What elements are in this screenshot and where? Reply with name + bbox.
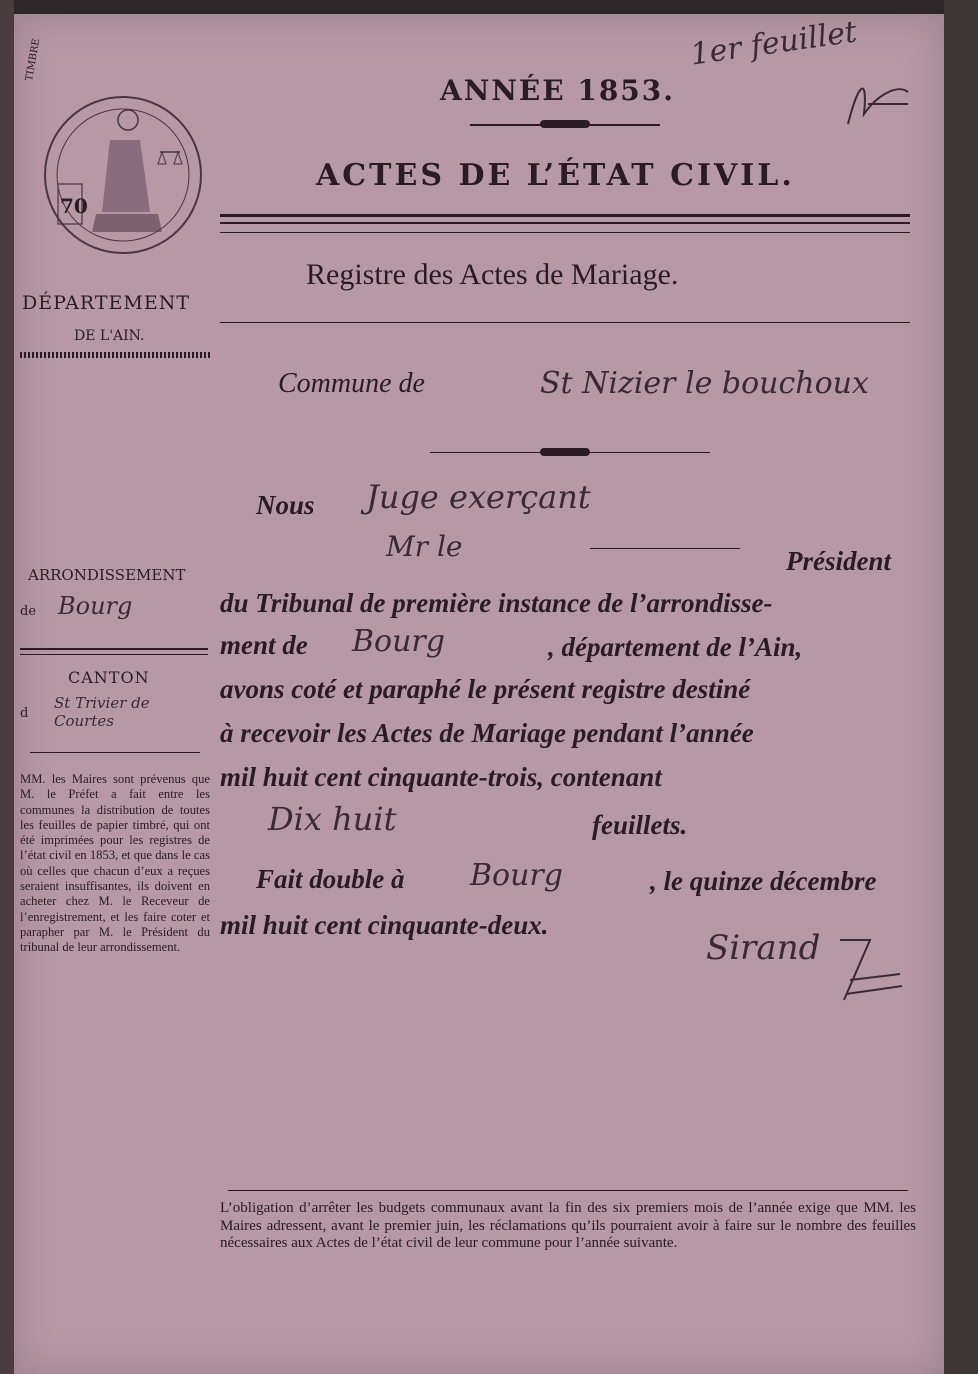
president-label: Président [786,546,891,576]
stamp-value: 70 [60,194,88,218]
department-label: DÉPARTEMENT [22,292,191,314]
body-line-2-end: , département de l’Ain, [548,632,803,662]
judge-fill-line [590,548,740,549]
ornament-center [540,120,590,128]
handwritten-folio-note: 1er feuillet [688,14,860,73]
thin-rule [220,232,910,233]
arrondissement-label: ARRONDISSEMENT [28,566,186,584]
body-line-5: mil huit cent cinquante-trois, contenant [220,762,662,792]
signature: Sirand [706,928,821,968]
double-rule-bottom [220,222,910,224]
arrondissement-handwritten: Bourg [352,624,445,659]
arrondissement-de: de [20,604,37,619]
stamp-seal-icon [40,92,206,258]
canton-de: d [20,706,29,721]
register-title: Registre des Actes de Mariage. [306,258,679,291]
binding-top [0,0,978,14]
sheet-count-handwritten: Dix huit [268,800,397,838]
actes-heading: ACTES DE L’ÉTAT CIVIL. [316,158,795,193]
nous-label: Nous [256,490,315,520]
fait-double-label: Fait double à [256,864,405,894]
commune-value: St Nizier le bouchoux [540,366,869,401]
paraph-mark-icon [838,64,918,134]
commune-label: Commune de [278,368,425,399]
page-edge [944,0,978,1374]
commune-ornament-center [540,448,590,456]
wavy-divider [20,352,210,358]
footer-rule [228,1190,908,1191]
place-handwritten: Bourg [470,858,563,893]
register-rule [220,322,910,323]
prefect-notice: MM. les Maires sont prévenus que M. le Préfet a fait entre les communes la distribution de toutes les feuilles de papier timbré, qui ont été imprimées pour les registres de l’état civil en 1853, et que dans le cas où celles que chacun d’eux a reçues seraient insuffisantes, ils doivent en acheter chez M. le Receveur de l’enregistrement, et les faire coter et parapher par M. le Président du tribunal de leur arrondissement. [20,772,210,955]
arrondissement-value: Bourg [58,592,133,620]
arrondissement-rule-1 [20,648,208,650]
year-heading: ANNÉE 1853. [440,74,676,107]
body-line-1: du Tribunal de première instance de l’arrondisse- [220,588,773,618]
canton-label: CANTON [68,668,150,687]
body-line-3: avons coté et paraphé le présent registre destiné [220,674,751,704]
signature-flourish-icon [830,930,910,1010]
feuillets-label: feuillets. [592,810,688,840]
body-line-4: à recevoir les Actes de Mariage pendant l’année [220,718,754,748]
date-label: , le quinze décembre [650,866,877,896]
budget-obligation-note: L’obligation d’arrêter les budgets communaux avant la fin des six premiers mois de l’année exige que MM. les Maires adressent, avant le premier juin, les réclamations qu’ils pourraient avoir à faire sur le nombre des feuilles nécessaires aux Actes de l’état civil de leur commune pour l’année suivante. [220,1200,916,1251]
canton-value: St Trivier de Courtes [54,694,150,730]
arrondissement-rule-2 [20,654,208,655]
stamp-word: TIMBRE [24,37,43,82]
double-rule-top [220,214,910,217]
judge-title-value-2: Mr le [386,530,463,563]
department-sub-label: DE L'AIN. [74,328,145,344]
canton-rule [30,752,200,753]
judge-title-value: Juge exerçant [366,478,591,516]
year-written-label: mil huit cent cinquante-deux. [220,910,549,940]
body-line-2-start: ment de [220,630,308,660]
binding-left [0,0,14,1374]
